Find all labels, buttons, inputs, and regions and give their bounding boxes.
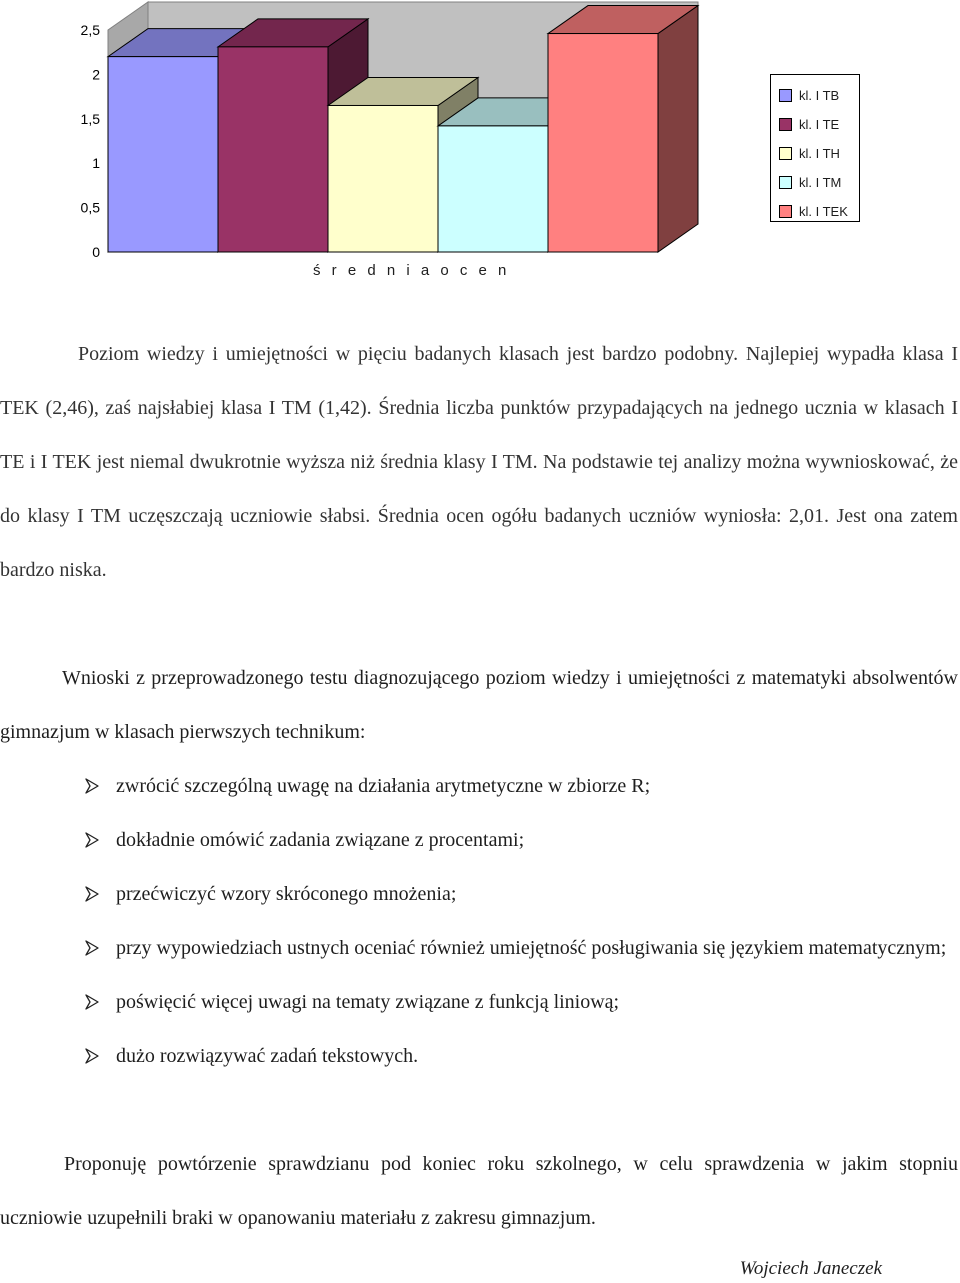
list-item	[0, 813, 958, 867]
y-tick-label: 0	[92, 244, 100, 260]
arrowhead-bullet-icon	[0, 921, 116, 975]
conclusions-intro: Wnioski z przeprowadzonego testu diagnozującego poziom wiedzy i umiejętności z matematyki absolwentów gimnazjum w klasach pierwszych technikum:	[0, 667, 958, 743]
bar	[328, 105, 438, 252]
legend-swatch	[779, 89, 792, 102]
legend-item	[779, 168, 859, 197]
arrowhead-bullet-icon	[0, 867, 116, 921]
bar	[548, 34, 658, 252]
list-item-text: poświęcić więcej uwagi na tematy związane z funkcją liniową;	[116, 991, 620, 1013]
y-tick-label: 2,5	[80, 22, 100, 38]
legend-swatch	[779, 205, 792, 218]
closing-paragraph: Proponuję powtórzenie sprawdzianu pod koniec roku szkolnego, w celu sprawdzenia w jakim stopniu uczniowie uzupełnili braki w opanowaniu materiału z zakresu gimnazjum.	[0, 1153, 958, 1229]
legend-swatch	[779, 118, 792, 131]
list-item	[0, 867, 958, 921]
bar-chart	[0, 0, 960, 300]
y-tick-label: 0,5	[80, 199, 100, 216]
list-item	[0, 759, 958, 813]
author-signature: Wojciech Janeczek	[739, 1258, 882, 1279]
legend-item	[779, 197, 859, 226]
analysis-paragraph: Poziom wiedzy i umiejętności w pięciu badanych klasach jest bardzo podobny. Najlepiej wypadła klasa I TEK (2,46), zaś najsłabiej klasa I TM (1,42). Średnia liczba punktów przypadających na jednego ucznia w klasach I TE i I TEK jest niemal dwukrotnie wyższa niż średnia klasy I TM. Na podstawie tej analizy można wywnioskować, że do klasy I TM uczęszczają uczniowie słabsi. Średnia ocen ogółu badanych uczniów wyniosła: 2,01. Jest ona zatem bardzo niska.	[0, 343, 958, 581]
bar-side	[658, 6, 698, 252]
legend-item	[779, 139, 859, 168]
bar	[108, 57, 218, 252]
list-item	[0, 921, 958, 975]
legend-label: kl. I TM	[799, 175, 842, 190]
chart-legend	[770, 74, 860, 222]
legend-label: kl. I TH	[799, 146, 840, 161]
arrowhead-bullet-icon	[0, 759, 116, 813]
legend-label: kl. I TB	[799, 88, 840, 103]
x-axis-label: ś r e d n i a o c e n	[313, 262, 510, 279]
y-tick-label: 1,5	[80, 110, 100, 127]
list-item-text: przy wypowiedziach ustnych oceniać również umiejętność posługiwania się językiem matematycznym;	[116, 937, 947, 959]
legend-item	[779, 110, 859, 139]
list-item-text: dokładnie omówić zadania związane z procentami;	[116, 829, 525, 851]
arrowhead-bullet-icon	[0, 813, 116, 867]
bar	[218, 47, 328, 252]
bar	[438, 126, 548, 252]
y-tick-label: 1	[92, 155, 100, 172]
legend-swatch	[779, 147, 792, 160]
list-item-text: zwrócić szczególną uwagę na działania arytmetyczne w zbiorze R;	[116, 775, 651, 797]
legend-item	[779, 81, 859, 110]
list-item-text: dużo rozwiązywać zadań tekstowych.	[116, 1045, 419, 1067]
legend-label: kl. I TEK	[799, 204, 848, 219]
list-item	[0, 975, 958, 1029]
list-item	[0, 1029, 958, 1083]
list-item-text: przećwiczyć wzory skróconego mnożenia;	[116, 883, 457, 905]
legend-label: kl. I TE	[799, 117, 840, 132]
legend-swatch	[779, 176, 792, 189]
recommendations-list	[0, 759, 958, 1083]
y-tick-label: 2	[92, 66, 100, 83]
arrowhead-bullet-icon	[0, 975, 116, 1029]
arrowhead-bullet-icon	[0, 1029, 116, 1083]
